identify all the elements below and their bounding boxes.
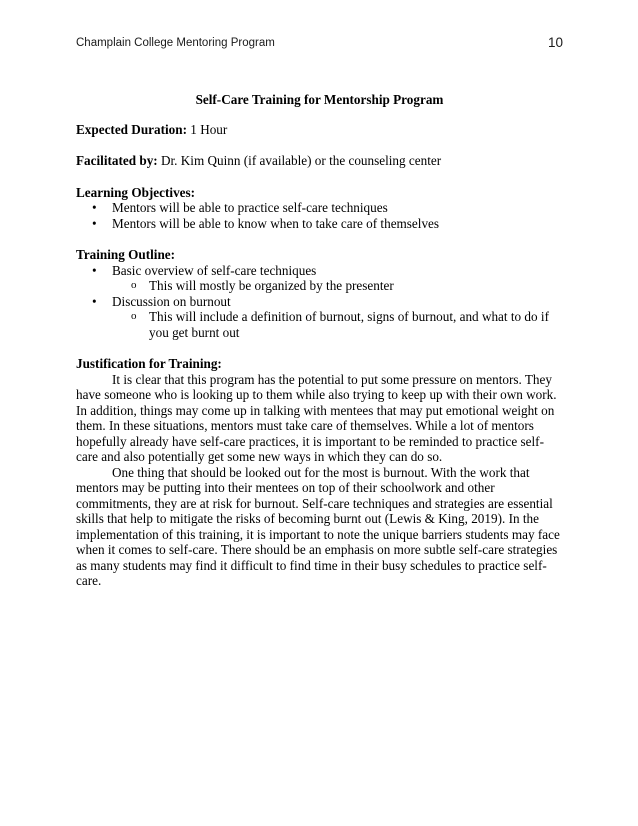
- sub-bullet-icon: o: [131, 279, 137, 291]
- facilitated-by-label: Facilitated by:: [76, 153, 158, 168]
- list-item-text: Discussion on burnout: [112, 293, 231, 309]
- document-title: Self-Care Training for Mentorship Program: [195, 92, 444, 107]
- running-header: Champlain College Mentoring Program: [76, 37, 275, 49]
- sub-list-item: [76, 309, 563, 340]
- expected-duration-value: 1 Hour: [187, 121, 228, 137]
- list-item: [76, 216, 563, 232]
- sub-list-item-text: This will mostly be organized by the presenter: [149, 278, 394, 293]
- list-item: [76, 263, 563, 294]
- list-item-text: Mentors will be able to practice self-care techniques: [112, 200, 388, 215]
- list-item-text: Basic overview of self-care techniques: [112, 262, 317, 278]
- facilitated-by: [76, 153, 563, 169]
- list-item: [76, 200, 563, 216]
- bullet-icon: •: [92, 293, 97, 309]
- expected-duration-label: Expected Duration:: [76, 121, 187, 137]
- bullet-icon: •: [92, 200, 97, 215]
- learning-objectives-heading: Learning Objectives:: [76, 184, 196, 200]
- sub-list: [112, 309, 563, 340]
- justification-paragraph-1: It is clear that this program has the potential to put some pressure on mentors. They have someone who is looking up to them while also trying to keep up with their own work. In addition, things may come up in talking with mentees that may put emotional weight on them. In these situations, mentors must take care of themselves. While a lot of mentors hopefully already have self-care practices, it is important to be reminded to practice self-care and also potentially get some new ways in which they can do so.: [76, 371, 557, 464]
- expected-duration: [76, 122, 563, 138]
- justification-heading: Justification for Training:: [76, 356, 222, 371]
- training-outline-heading: Training Outline:: [76, 247, 176, 262]
- bullet-icon: •: [92, 262, 97, 278]
- list-item: [76, 294, 563, 341]
- sub-bullet-icon: o: [131, 310, 137, 322]
- document-body: [76, 92, 563, 589]
- sub-list-item-text: This will include a definition of burnout, signs of burnout, and what to do if you get burnt out: [149, 309, 549, 340]
- page-number: 10: [547, 35, 563, 50]
- learning-objectives-list: [76, 200, 563, 231]
- training-outline-list: [76, 263, 563, 341]
- justification-paragraph-2: One thing that should be looked out for the most is burnout. With the work that mentors may be putting into their mentees on top of their schoolwork and other commitments, they are at risk for burnout. Self-care techniques and strategies are essential skills that help to mitigate the risks of becoming burnt out (Lewis & King, 2019). In the implementation of this training, it is important to note the unique barriers students may face when it comes to self-care. There should be an emphasis on more subtle self-care strategies as many students may find it difficult to find time in their busy schedules to practice self-care.: [76, 464, 560, 588]
- list-item-text: Mentors will be able to know when to take care of themselves: [112, 215, 440, 231]
- bullet-icon: •: [92, 215, 97, 231]
- facilitated-by-value: Dr. Kim Quinn (if available) or the counseling center: [157, 153, 442, 168]
- sub-list-item: [76, 278, 563, 294]
- sub-list: [112, 278, 563, 294]
